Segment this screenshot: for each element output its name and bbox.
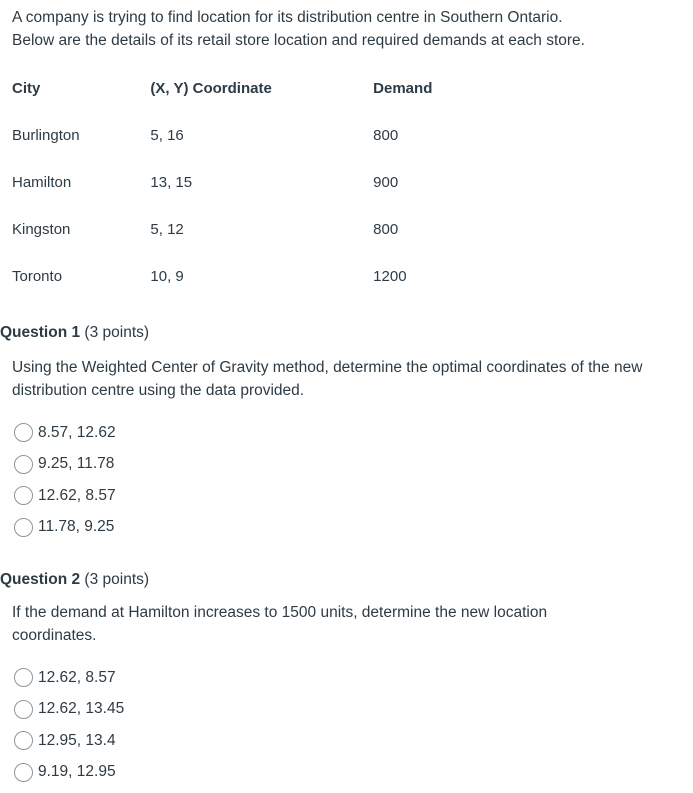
table-row [12, 112, 572, 159]
cell-demand: 900 [373, 174, 399, 191]
cell-city: Kingston [12, 221, 71, 238]
answer-option-label: 11.78, 9.25 [38, 518, 115, 536]
answer-option[interactable] [14, 417, 116, 449]
answer-option[interactable] [14, 757, 124, 789]
question-1-options [14, 417, 116, 543]
question-1-title: Question 1 [0, 324, 81, 341]
question-1-header [0, 324, 149, 342]
answer-option[interactable] [14, 662, 124, 694]
cell-demand: 800 [373, 127, 399, 144]
header-coordinate: (X, Y) Coordinate [150, 80, 272, 97]
answer-option-label: 12.95, 13.4 [38, 731, 116, 749]
cell-city: Burlington [12, 127, 80, 144]
answer-option-label: 12.62, 13.45 [38, 700, 125, 718]
radio-button[interactable] [14, 486, 33, 505]
radio-button[interactable] [14, 455, 33, 474]
cell-coordinate: 5, 16 [150, 127, 184, 144]
answer-option[interactable] [14, 512, 116, 544]
header-city: City [12, 80, 41, 97]
cell-coordinate: 10, 9 [150, 268, 184, 285]
answer-option-label: 12.62, 8.57 [38, 668, 116, 686]
cell-city: Toronto [12, 268, 63, 285]
cell-demand: 1200 [373, 268, 407, 285]
question-2-options [14, 662, 124, 788]
answer-option[interactable] [14, 725, 124, 757]
question-2-points: (3 points) [84, 571, 150, 588]
answer-option[interactable] [14, 694, 124, 726]
answer-option[interactable] [14, 449, 116, 481]
table-row [12, 159, 572, 206]
question-1-points: (3 points) [84, 324, 150, 341]
answer-option[interactable] [14, 480, 116, 512]
question-1-text: Using the Weighted Center of Gravity method, determine the optimal coordinates of the new distribution centre using the data provided. [12, 359, 643, 399]
radio-button[interactable] [14, 700, 33, 719]
intro-line-2: Below are the details of its retail store location and required demands at each store. [12, 32, 585, 49]
header-demand: Demand [373, 80, 433, 97]
cell-city: Hamilton [12, 174, 72, 191]
question-2-text: If the demand at Hamilton increases to 1500 units, determine the new location coordinates. [12, 604, 548, 644]
radio-button[interactable] [14, 518, 33, 537]
answer-option-label: 12.62, 8.57 [38, 486, 116, 504]
table-row [12, 206, 572, 253]
answer-option-label: 9.19, 12.95 [38, 763, 116, 781]
cell-coordinate: 13, 15 [150, 174, 193, 191]
location-table [12, 65, 572, 300]
radio-button[interactable] [14, 668, 33, 687]
table-header-row [12, 65, 572, 112]
intro-line-1: A company is trying to find location for its distribution centre in Southern Ontario. [12, 9, 563, 26]
intro-text [12, 6, 672, 52]
radio-button[interactable] [14, 763, 33, 782]
radio-button[interactable] [14, 423, 33, 442]
question-2-header [0, 571, 149, 589]
answer-option-label: 8.57, 12.62 [38, 423, 116, 441]
answer-option-label: 9.25, 11.78 [38, 455, 115, 473]
cell-coordinate: 5, 12 [150, 221, 184, 238]
question-2-title: Question 2 [0, 571, 81, 588]
cell-demand: 800 [373, 221, 399, 238]
radio-button[interactable] [14, 731, 33, 750]
table-row [12, 253, 572, 300]
